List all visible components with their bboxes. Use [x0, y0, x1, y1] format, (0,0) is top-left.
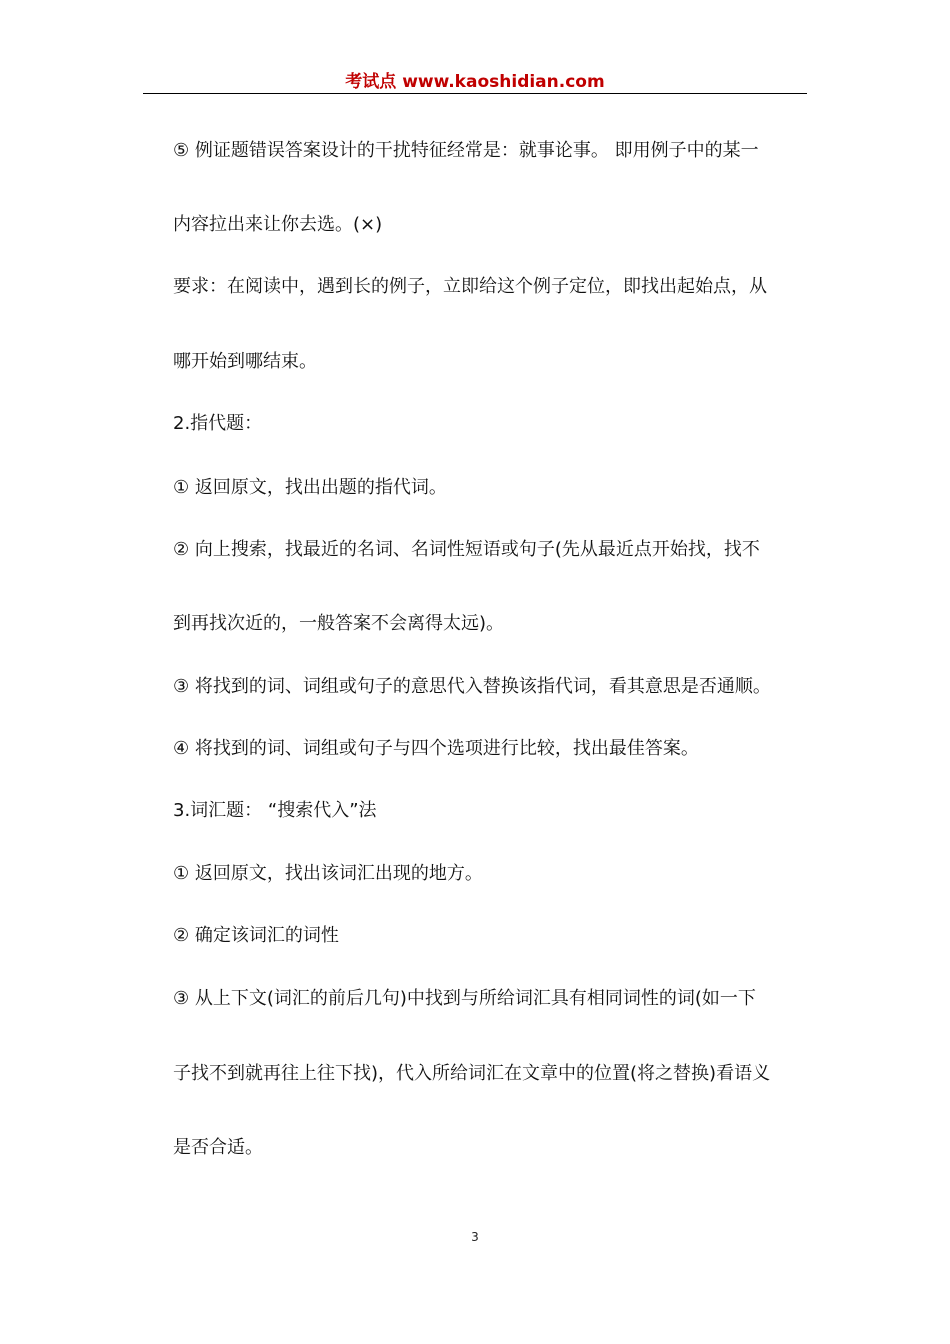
site-header: 考试点 www.kaoshidian.com: [345, 72, 605, 92]
text-line: ④ 将找到的词、词组或句子与四个选项进行比较，找出最佳答案。: [173, 738, 699, 759]
section-heading: 2.指代题：: [173, 413, 263, 434]
text-line: ⑤ 例证题错误答案设计的干扰特征经常是：就事论事。 即用例子中的某一: [173, 140, 759, 161]
text-line: ③ 从上下文(词汇的前后几句)中找到与所给词汇具有相同词性的词(如一下: [173, 988, 756, 1009]
text-line: 是否合适。: [173, 1137, 263, 1158]
text-line: 要求：在阅读中，遇到长的例子，立即给这个例子定位，即找出起始点，从: [173, 276, 767, 297]
header-divider: [143, 93, 807, 94]
text-line: 到再找次近的，一般答案不会离得太远)。: [173, 613, 505, 634]
text-line: ② 确定该词汇的词性: [173, 925, 339, 946]
text-line: 哪开始到哪结束。: [173, 351, 317, 372]
page-number: 3: [471, 1230, 479, 1244]
text-line: ③ 将找到的词、词组或句子的意思代入替换该指代词，看其意思是否通顺。: [173, 676, 771, 697]
text-line: ② 向上搜索，找最近的名词、名词性短语或句子(先从最近点开始找，找不: [173, 539, 760, 560]
section-heading: 3.词汇题： “搜索代入”法: [173, 800, 377, 821]
text-line: 子找不到就再往上往下找)，代入所给词汇在文章中的位置(将之替换)看语义: [173, 1063, 771, 1084]
text-line: 内容拉出来让你去选。(×): [173, 214, 383, 235]
text-line: ① 返回原文，找出该词汇出现的地方。: [173, 863, 483, 884]
text-line: ① 返回原文，找出出题的指代词。: [173, 477, 447, 498]
